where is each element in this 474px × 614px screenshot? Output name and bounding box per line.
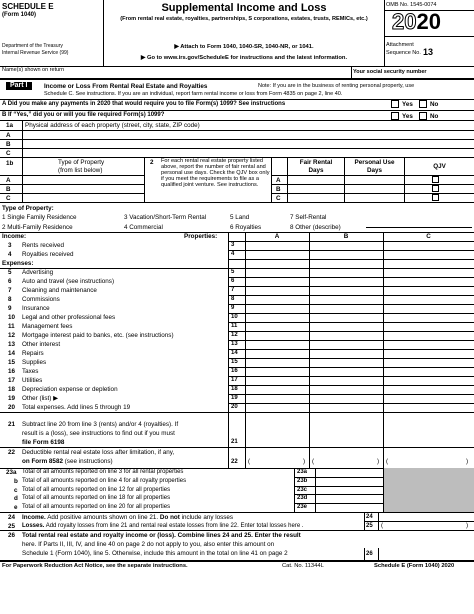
line-10-number: 10 <box>8 314 16 321</box>
line-5-number: 5 <box>8 269 12 276</box>
line-23a-box-label: 23a <box>297 469 308 475</box>
line-23b-input[interactable] <box>317 478 382 485</box>
line-4-label: Royalties received <box>22 251 74 258</box>
line-17-a-input[interactable] <box>247 377 308 384</box>
line-12-b-input[interactable] <box>311 332 382 339</box>
line-2-number: 2 <box>150 159 154 166</box>
line-5-box-label: 5 <box>231 269 235 275</box>
line-16-label: Taxes <box>22 368 39 375</box>
line-4-number: 4 <box>8 251 12 258</box>
property-type-5: 5 Land <box>230 214 250 221</box>
part-1-note: Note: If you are in the business of renting personal property, use <box>258 83 415 89</box>
line-14-box-label: 14 <box>231 350 238 356</box>
line-12-label: Mortgage interest paid to banks, etc. (see instructions) <box>22 332 174 339</box>
question-b-yes-checkbox[interactable] <box>391 112 399 120</box>
income-heading: Income: <box>2 233 27 240</box>
line-20-box-label: 20 <box>231 404 238 410</box>
line-26-text-3: Schedule 1 (Form 1040), line 5. Otherwise, include this amount in the total on line 41 on page 2 <box>22 550 288 557</box>
line-21-b-input[interactable] <box>311 437 382 446</box>
line-23a-label: Total of all amounts reported on line 3 for all rental properties <box>22 469 184 475</box>
line-2-text-3: personal use days. Check the QJV box only <box>161 170 270 176</box>
personal-use-header: Personal Use <box>354 159 395 166</box>
line-23e-label: Total of all amounts reported on line 20 for all properties <box>22 504 171 511</box>
property-type-1: 1 Single Family Residence <box>2 214 77 221</box>
line-13-number: 13 <box>8 341 16 348</box>
line-19-a-input[interactable] <box>247 395 308 402</box>
line-3-a-input[interactable] <box>247 242 308 249</box>
line-5-c-input[interactable] <box>385 269 472 276</box>
line-10-label: Legal and other professional fees <box>22 314 116 321</box>
property-type-3: 3 Vacation/Short-Term Rental <box>124 214 207 221</box>
line-23-shaded-area <box>383 468 474 512</box>
line-13-c-input[interactable] <box>385 341 472 348</box>
line-5-b-input[interactable] <box>311 269 382 276</box>
line-23d-label: Total of all amounts reported on line 18 for all properties <box>22 495 171 502</box>
question-a-yes-checkbox[interactable] <box>391 100 399 108</box>
line-21-c-input[interactable] <box>385 437 472 446</box>
line-12-number: 12 <box>8 332 16 339</box>
line-4-c-input[interactable] <box>385 251 472 258</box>
line-21-text-3: file Form 6198 <box>22 439 65 446</box>
line-4-b-input[interactable] <box>311 251 382 258</box>
line-18-number: 18 <box>8 386 16 393</box>
line-24-input[interactable] <box>380 513 472 520</box>
names-label: Name(s) shown on return <box>2 67 65 73</box>
footer-paperwork-notice: For Paperwork Reduction Act Notice, see the separate instructions. <box>2 563 188 569</box>
line-21-box-label: 21 <box>231 439 238 445</box>
sequence-number: 13 <box>423 47 434 57</box>
line-9-label: Insurance <box>22 305 50 312</box>
line-21-text-2: result is a (loss), see instructions to find out if you must <box>22 430 175 437</box>
line-12-c-input[interactable] <box>385 332 472 339</box>
line-17-b-input[interactable] <box>311 377 382 384</box>
line-8-label: Commissions <box>22 296 60 303</box>
property-type-8: 8 Other (describe) <box>290 224 341 231</box>
fair-rental-c-input[interactable] <box>289 194 343 201</box>
personal-use-subheader: Days <box>366 167 383 174</box>
line-19-box-label: 19 <box>231 395 238 401</box>
line-1b-row-label: A <box>6 177 11 184</box>
question-a-no-checkbox[interactable] <box>419 100 427 108</box>
line-14-label: Repairs <box>22 350 44 357</box>
line-6-label: Auto and travel (see instructions) <box>22 278 115 285</box>
question-b-no-checkbox[interactable] <box>419 112 427 120</box>
line-22-c-paren-close: ) <box>466 458 469 465</box>
line-20-label: Total expenses. Add lines 5 through 19 <box>22 404 131 411</box>
line-2-text-1: For each rental real estate property listed <box>161 158 263 164</box>
line-13-b-input[interactable] <box>311 341 382 348</box>
line-22-text-1: Deductible rental real estate loss after limitation, if any, <box>22 449 175 456</box>
tax-year: 2020 <box>392 9 441 34</box>
line-2-text-4: if you meet the requirements to file as a <box>161 176 259 182</box>
line-19-c-input[interactable] <box>385 395 472 402</box>
line-21-text-1: Subtract line 20 from line 3 (rents) and/or 4 (royalties). If <box>22 421 179 428</box>
line-22-b-paren-close: ) <box>377 458 380 465</box>
property-types-title: Type of Property: <box>2 205 54 212</box>
line-23c-number: c <box>14 486 18 494</box>
qjv-header: QJV <box>433 163 446 170</box>
line-25-number: 25 <box>8 523 16 530</box>
question-b-yes-label: Yes <box>402 113 413 120</box>
personal-use-b-input[interactable] <box>346 185 403 192</box>
address-b-input[interactable] <box>24 140 472 147</box>
question-a-yes-label: Yes <box>402 101 413 108</box>
line-24-label: Income. Add positive amounts shown on line 21. Do not include any losses <box>22 514 234 521</box>
line-15-label: Supplies <box>22 359 47 366</box>
line-1a-label: Physical address of each property (street, city, state, ZIP code) <box>25 122 200 129</box>
line-3-b-input[interactable] <box>311 242 382 249</box>
line-23a-input[interactable] <box>317 469 382 476</box>
property-type-7: 7 Self-Rental <box>290 214 327 221</box>
line-22-box-label: 22 <box>231 459 238 465</box>
line-22-a-paren: ( <box>248 458 251 465</box>
line-11-a-input[interactable] <box>247 323 308 330</box>
address-c-input[interactable] <box>24 149 472 156</box>
line-10-box-label: 10 <box>231 314 238 320</box>
line-1b-number: 1b <box>6 160 14 167</box>
qjv-b-checkbox[interactable] <box>432 185 439 192</box>
line-26-number: 26 <box>8 532 16 539</box>
line-7-number: 7 <box>8 287 12 294</box>
line-17-box-label: 17 <box>231 377 238 383</box>
line-14-b-input[interactable] <box>311 350 382 357</box>
line-15-number: 15 <box>8 359 16 366</box>
line-25-box-label: 25 <box>366 523 373 529</box>
line-8-a-input[interactable] <box>247 296 308 303</box>
column-a-header: A <box>274 233 280 240</box>
line-23e-number: e <box>14 504 18 512</box>
fair-rental-b-input[interactable] <box>289 185 343 192</box>
line-12-box-label: 12 <box>231 332 238 338</box>
line-23b-number: b <box>14 477 18 485</box>
line-2-text-5: qualified joint venture. See instructions. <box>161 182 259 188</box>
line-23d-input[interactable] <box>317 495 382 502</box>
line-3-label: Rents received <box>22 242 64 249</box>
line-9-number: 9 <box>8 305 12 312</box>
department-line-2: Internal Revenue Service (99) <box>2 50 69 56</box>
line-23c-input[interactable] <box>317 487 382 494</box>
fair-rental-a-input[interactable] <box>289 176 343 183</box>
line-1b-sublabel: (from list below) <box>58 167 103 174</box>
line-13-a-input[interactable] <box>247 341 308 348</box>
line-14-c-input[interactable] <box>385 350 472 357</box>
line-4-a-input[interactable] <box>247 251 308 258</box>
line-17-number: 17 <box>8 377 16 384</box>
line-1b-label: Type of Property <box>58 159 105 166</box>
line-22-b-paren: ( <box>312 458 315 465</box>
form-subtitle: (From rental real estate, royalties, partnerships, S corporations, estates, trusts, REMICs, etc.) <box>120 16 368 22</box>
line-20-c-input[interactable] <box>385 404 472 411</box>
line-19-b-input[interactable] <box>311 395 382 402</box>
line-18-label: Depreciation expense or depletion <box>22 386 118 393</box>
line-16-box-label: 16 <box>231 368 238 374</box>
properties-heading: Properties: <box>184 233 218 240</box>
line-18-b-input[interactable] <box>311 386 382 393</box>
line-11-box-label: 11 <box>231 323 238 329</box>
line-22-b-input[interactable] <box>316 457 376 466</box>
line-11-number: 11 <box>8 323 15 330</box>
line-6-b-input[interactable] <box>311 278 382 285</box>
line-7-label: Cleaning and maintenance <box>22 287 97 294</box>
part-1-title: Income or Loss From Rental Real Estate and Royalties <box>44 83 208 90</box>
question-b: B If “Yes,” did you or will you file required Form(s) 1099? <box>2 112 165 118</box>
line-2-row-label: A <box>276 177 281 184</box>
line-20-number: 20 <box>8 404 16 411</box>
line-8-box-label: 8 <box>231 296 235 302</box>
line-23b-label: Total of all amounts reported on line 4 for all royalty properties <box>22 477 187 484</box>
question-b-no-label: No <box>430 113 439 120</box>
line-16-number: 16 <box>8 368 16 375</box>
line-9-c-input[interactable] <box>385 305 472 312</box>
line-18-a-input[interactable] <box>247 386 308 393</box>
line-25-input[interactable] <box>385 522 465 529</box>
fair-rental-subheader: Days <box>308 167 324 174</box>
line-13-label: Other interest <box>22 341 61 348</box>
line-12-a-input[interactable] <box>247 332 308 339</box>
line-17-label: Utilities <box>22 377 43 384</box>
attachment-label: Attachment <box>386 42 414 48</box>
line-1b-row-label: B <box>6 186 11 193</box>
qjv-c-checkbox[interactable] <box>432 194 439 201</box>
property-type-4: 4 Commercial <box>124 224 163 231</box>
goto-instruction: ▶ Go to www.irs.gov/ScheduleE for instructions and the latest information. <box>140 55 348 61</box>
line-3-c-input[interactable] <box>385 242 472 249</box>
line-20-a-input[interactable] <box>247 404 308 411</box>
line-3-number: 3 <box>8 242 12 249</box>
personal-use-c-input[interactable] <box>346 194 403 201</box>
line-6-a-input[interactable] <box>247 278 308 285</box>
line-15-b-input[interactable] <box>311 359 382 366</box>
line-10-b-input[interactable] <box>311 314 382 321</box>
property-type-c-input[interactable] <box>24 194 142 201</box>
attach-instruction: ▶ Attach to Form 1040, 1040-SR, 1040-NR, or 1041. <box>174 44 314 50</box>
line-23e-box-label: 23e <box>297 504 308 511</box>
line-7-c-input[interactable] <box>385 287 472 294</box>
line-18-c-input[interactable] <box>385 386 472 393</box>
line-15-c-input[interactable] <box>385 359 472 366</box>
department-line-1: Department of the Treasury <box>2 43 63 49</box>
column-c-header: C <box>426 233 431 240</box>
line-22-c-input[interactable] <box>390 457 465 466</box>
line-26-text-1: Total rental real estate and royalty income or (loss). Combine lines 24 and 25. Enter the result <box>22 532 301 539</box>
line-26-box-label: 26 <box>366 551 373 557</box>
line-6-c-input[interactable] <box>385 278 472 285</box>
line-21-number: 21 <box>8 421 16 428</box>
line-14-number: 14 <box>8 350 16 357</box>
line-20-b-input[interactable] <box>311 404 382 411</box>
line-15-a-input[interactable] <box>247 359 308 366</box>
line-11-b-input[interactable] <box>311 323 382 330</box>
line-5-a-input[interactable] <box>247 269 308 276</box>
question-a-no-label: No <box>430 101 439 108</box>
line-1a-row-label: C <box>6 150 11 157</box>
line-23d-box-label: 23d <box>297 495 308 502</box>
line-5-label: Advertising <box>22 269 54 276</box>
property-type-2: 2 Multi-Family Residence <box>2 224 73 231</box>
property-type-a-input[interactable] <box>24 176 142 183</box>
expenses-heading: Expenses: <box>2 260 34 267</box>
line-19-label: Other (list) ▶ <box>22 395 58 402</box>
property-type-6: 6 Royalties <box>230 224 262 231</box>
line-9-box-label: 9 <box>231 305 235 311</box>
line-2-text-2: above, report the number of fair rental and <box>161 164 266 170</box>
line-6-number: 6 <box>8 278 12 285</box>
omb-number: OMB No. 1545-0074 <box>386 2 437 8</box>
line-10-a-input[interactable] <box>247 314 308 321</box>
line-16-c-input[interactable] <box>385 368 472 375</box>
line-10-c-input[interactable] <box>385 314 472 321</box>
row-divider <box>228 259 474 260</box>
line-24-number: 24 <box>8 514 16 521</box>
line-7-b-input[interactable] <box>311 287 382 294</box>
line-11-label: Management fees <box>22 323 73 330</box>
line-17-c-input[interactable] <box>385 377 472 384</box>
line-1a-row-label: B <box>6 141 11 148</box>
line-23a-number: 23a <box>6 469 17 476</box>
ssn-label: Your social security number <box>353 69 427 75</box>
line-8-number: 8 <box>8 296 12 303</box>
line-8-c-input[interactable] <box>385 296 472 303</box>
line-23e-input[interactable] <box>317 504 382 511</box>
line-25-label: Losses. Add royalty losses from line 21 and rental real estate losses from line 22. Enter total losses here . <box>22 523 304 529</box>
line-24-box-label: 24 <box>366 514 373 520</box>
line-23b-box-label: 23b <box>297 477 308 484</box>
line-16-a-input[interactable] <box>247 368 308 375</box>
line-2-row-label: C <box>276 195 281 202</box>
fair-rental-header: Fair Rental <box>299 159 333 166</box>
part-1-note-continued: Schedule C. See instructions. If you are an individual, report farm rental income or loss from Form 4835 on page 2, line 40. <box>44 91 343 97</box>
sequence-label: Sequence No. <box>386 50 421 56</box>
line-14-a-input[interactable] <box>247 350 308 357</box>
line-2-row-label: B <box>276 186 281 193</box>
line-9-a-input[interactable] <box>247 305 308 312</box>
line-9-b-input[interactable] <box>311 305 382 312</box>
address-a-input[interactable] <box>24 131 472 138</box>
line-22-a-input[interactable] <box>252 457 302 466</box>
line-13-box-label: 13 <box>231 341 238 347</box>
line-23c-box-label: 23c <box>297 486 308 493</box>
schedule-name: SCHEDULE E <box>2 2 54 11</box>
line-7-a-input[interactable] <box>247 287 308 294</box>
line-25-paren: ( <box>381 522 384 529</box>
line-15-box-label: 15 <box>231 359 238 365</box>
other-describe-input[interactable] <box>366 227 472 228</box>
form-reference: (Form 1040) <box>2 12 37 18</box>
row-divider <box>0 412 474 413</box>
line-23c-label: Total of all amounts reported on line 12 for all properties <box>22 486 171 493</box>
line-1a-row-label: A <box>6 132 11 139</box>
form-title: Supplemental Income and Loss <box>161 2 327 14</box>
line-1b-row-label: C <box>6 195 11 202</box>
line-26-text-2: here. If Parts II, III, IV, and line 40 on page 2 do not apply to you, also enter this amount on <box>22 541 275 548</box>
line-6-box-label: 6 <box>231 278 235 284</box>
line-8-b-input[interactable] <box>311 296 382 303</box>
line-23d-number: d <box>14 495 18 503</box>
line-22-number: 22 <box>8 449 16 456</box>
footer-cat-number: Cat. No. 11344L <box>282 563 324 569</box>
line-1a-number: 1a <box>6 122 14 129</box>
line-25-paren-close: ) <box>466 522 469 529</box>
question-a: A Did you make any payments in 2020 that would require you to file Form(s) 1099? See instructions <box>2 101 286 107</box>
line-4-box-label: 4 <box>231 251 235 257</box>
personal-use-a-input[interactable] <box>346 176 403 183</box>
line-22-text-2: on Form 8582 (see instructions) <box>22 458 113 465</box>
part-1-badge: Part I <box>6 82 32 90</box>
footer-form-id: Schedule E (Form 1040) 2020 <box>374 563 455 569</box>
line-11-c-input[interactable] <box>385 323 472 330</box>
qjv-a-checkbox[interactable] <box>432 176 439 183</box>
line-3-box-label: 3 <box>231 242 235 248</box>
column-b-header: B <box>343 233 349 240</box>
line-22-c-paren: ( <box>386 458 389 465</box>
line-21-a-input[interactable] <box>247 437 308 446</box>
line-18-box-label: 18 <box>231 386 238 392</box>
line-26-input[interactable] <box>380 549 472 559</box>
line-7-box-label: 7 <box>231 287 235 293</box>
property-type-b-input[interactable] <box>24 185 142 192</box>
line-22-a-paren-close: ) <box>303 458 306 465</box>
line-19-number: 19 <box>8 395 16 402</box>
line-16-b-input[interactable] <box>311 368 382 375</box>
